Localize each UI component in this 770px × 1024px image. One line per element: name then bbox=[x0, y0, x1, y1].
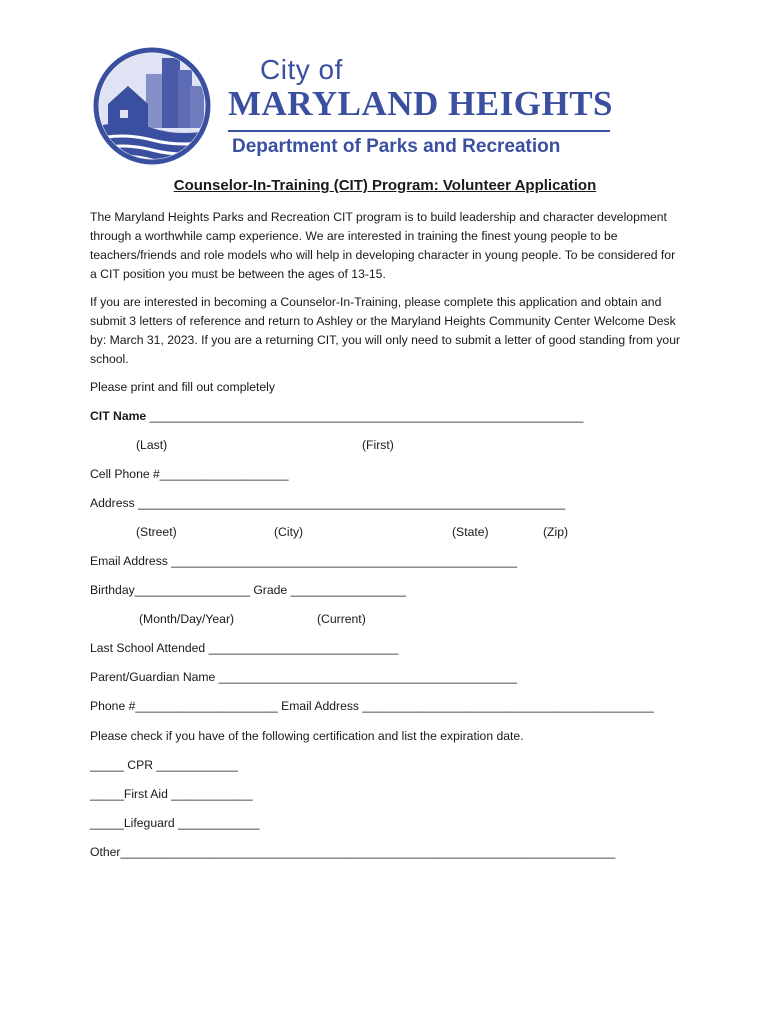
lifeguard-field[interactable]: _____Lifeguard ____________ bbox=[90, 816, 260, 830]
parent-guardian-field[interactable]: Parent/Guardian Name ____________________________________________ bbox=[90, 670, 517, 684]
cit-name-label: CIT Name bbox=[90, 409, 147, 423]
first-name-hint: (First) bbox=[362, 438, 394, 452]
other-certification-field[interactable]: Other_________________________________________________________________________ bbox=[90, 845, 616, 859]
current-grade-hint: (Current) bbox=[317, 612, 366, 626]
city-logo bbox=[92, 44, 622, 174]
cit-name-field[interactable] bbox=[90, 409, 583, 423]
address-field[interactable]: Address _______________________________________________________________ bbox=[90, 496, 566, 510]
city-emblem-icon bbox=[92, 44, 222, 174]
city-hint: (City) bbox=[274, 525, 304, 539]
cit-name-blank[interactable]: ________________________________________________________________ bbox=[149, 409, 584, 423]
logo-city-name: MARYLAND HEIGHTS bbox=[228, 84, 614, 123]
logo-divider bbox=[228, 130, 610, 132]
certification-instruction: Please check if you have of the following certification and list the expiration date. bbox=[90, 729, 524, 743]
state-hint: (State) bbox=[452, 525, 489, 539]
last-name-hint: (Last) bbox=[136, 438, 168, 452]
date-format-hint: (Month/Day/Year) bbox=[139, 612, 235, 626]
cpr-field[interactable]: _____ CPR ____________ bbox=[90, 758, 238, 772]
last-school-field[interactable]: Last School Attended ____________________________ bbox=[90, 641, 399, 655]
phone-email-field[interactable]: Phone #_____________________ Email Address ___________________________________________ bbox=[90, 699, 654, 713]
logo-department: Department of Parks and Recreation bbox=[232, 136, 561, 157]
zip-hint: (Zip) bbox=[543, 525, 569, 539]
cell-phone-field[interactable]: Cell Phone #___________________ bbox=[90, 467, 289, 481]
page-title: Counselor-In-Training (CIT) Program: Volunteer Application bbox=[173, 177, 597, 194]
first-aid-field[interactable]: _____First Aid ____________ bbox=[90, 787, 253, 801]
print-note: Please print and fill out completely bbox=[90, 380, 275, 394]
street-hint: (Street) bbox=[136, 525, 177, 539]
instructions-paragraph: If you are interested in becoming a Counselor-In-Training, please complete this application and obtain and submit 3 letters of reference and return to Ashley or the Maryland Heights Community Center Welcome Desk by: March 31, 2023. If you are a returning CIT, you will only need to submit a letter of good standing from your school. bbox=[90, 295, 681, 366]
birthday-grade-field[interactable]: Birthday_________________ Grade _________________ bbox=[90, 583, 406, 597]
intro-paragraph: The Maryland Heights Parks and Recreation CIT program is to build leadership and character development through a worthwhile camp experience. We are interested in training the finest young people to be teachers/friends and role models who will help in developing character in young people. To be considered for a CIT position you must be between the ages of 13-15. bbox=[90, 210, 676, 281]
logo-city-of: City of bbox=[260, 54, 343, 85]
email-field[interactable]: Email Address ___________________________________________________ bbox=[90, 554, 517, 568]
